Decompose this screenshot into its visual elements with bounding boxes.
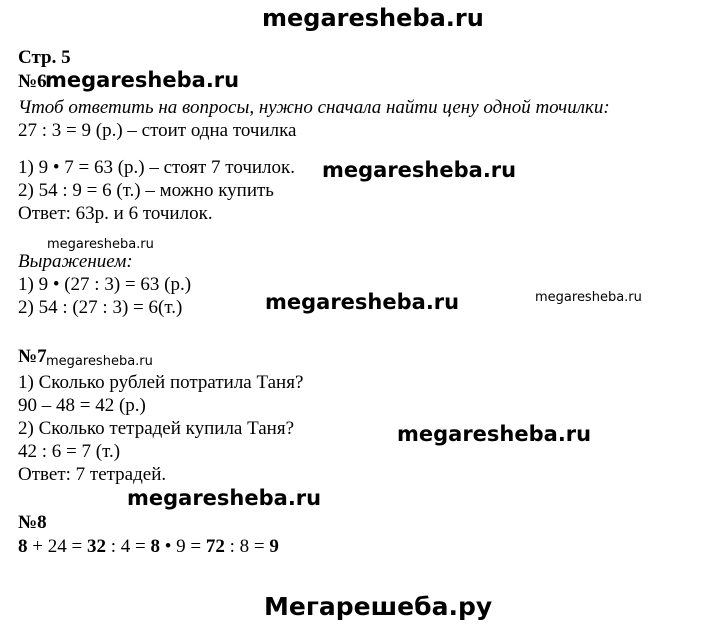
chain-op: + 24 = bbox=[27, 536, 87, 557]
task8-number: №8 bbox=[18, 512, 47, 533]
task7-number: №7 bbox=[18, 346, 47, 367]
page-label: Стр. 5 bbox=[18, 47, 71, 68]
task6-line: 1) 9 • 7 = 63 (р.) – стоят 7 точилок. bbox=[18, 157, 296, 178]
task6-expr-line: 1) 9 • (27 : 3) = 63 (р.) bbox=[18, 274, 192, 295]
task6-expr-line: 2) 54 : (27 : 3) = 6(т.) bbox=[18, 297, 183, 318]
watermark: megaresheba.ru bbox=[127, 486, 322, 510]
watermark: megaresheba.ru bbox=[397, 422, 592, 446]
task7-line: 42 : 6 = 7 (т.) bbox=[18, 441, 121, 462]
task6-line: 2) 54 : 9 = 6 (т.) – можно купить bbox=[18, 180, 274, 201]
watermark: megaresheba.ru bbox=[45, 68, 240, 92]
chain-bold: 9 bbox=[269, 536, 279, 557]
task7-line: 90 – 48 = 42 (р.) bbox=[18, 395, 146, 416]
watermark-small: megaresheba.ru bbox=[535, 290, 642, 305]
chain-bold: 72 bbox=[205, 536, 225, 557]
task7-line: 1) Сколько рублей потратила Таня? bbox=[18, 372, 304, 393]
chain-op: : 8 = bbox=[224, 536, 270, 557]
site-footer[interactable]: Мегарешеба.ру bbox=[264, 592, 493, 621]
task6-expr-heading: Выражением: bbox=[18, 251, 133, 272]
chain-op: : 4 = bbox=[105, 536, 151, 557]
task8-chain bbox=[18, 537, 279, 556]
site-header[interactable]: megaresheba.ru bbox=[262, 4, 484, 32]
chain-bold: 8 bbox=[150, 536, 160, 557]
watermark: megaresheba.ru bbox=[265, 290, 460, 314]
task6-intro: Чтоб ответить на вопросы, нужно сначала найти цену одной точилки: bbox=[18, 97, 610, 118]
task7-line: 2) Сколько тетрадей купила Таня? bbox=[18, 418, 295, 439]
watermark: megaresheba.ru bbox=[322, 158, 517, 182]
task7-answer: Ответ: 7 тетрадей. bbox=[18, 464, 167, 485]
watermark-small: megaresheba.ru bbox=[47, 237, 154, 252]
chain-bold: 32 bbox=[86, 536, 106, 557]
chain-bold: 8 bbox=[18, 536, 28, 557]
task6-number: №6 bbox=[18, 71, 47, 92]
task6-answer: Ответ: 63р. и 6 точилок. bbox=[18, 203, 213, 224]
task6-line: 27 : 3 = 9 (р.) – стоит одна точилка bbox=[18, 120, 297, 141]
chain-op: • 9 = bbox=[159, 536, 206, 557]
watermark-small: megaresheba.ru bbox=[46, 354, 153, 369]
